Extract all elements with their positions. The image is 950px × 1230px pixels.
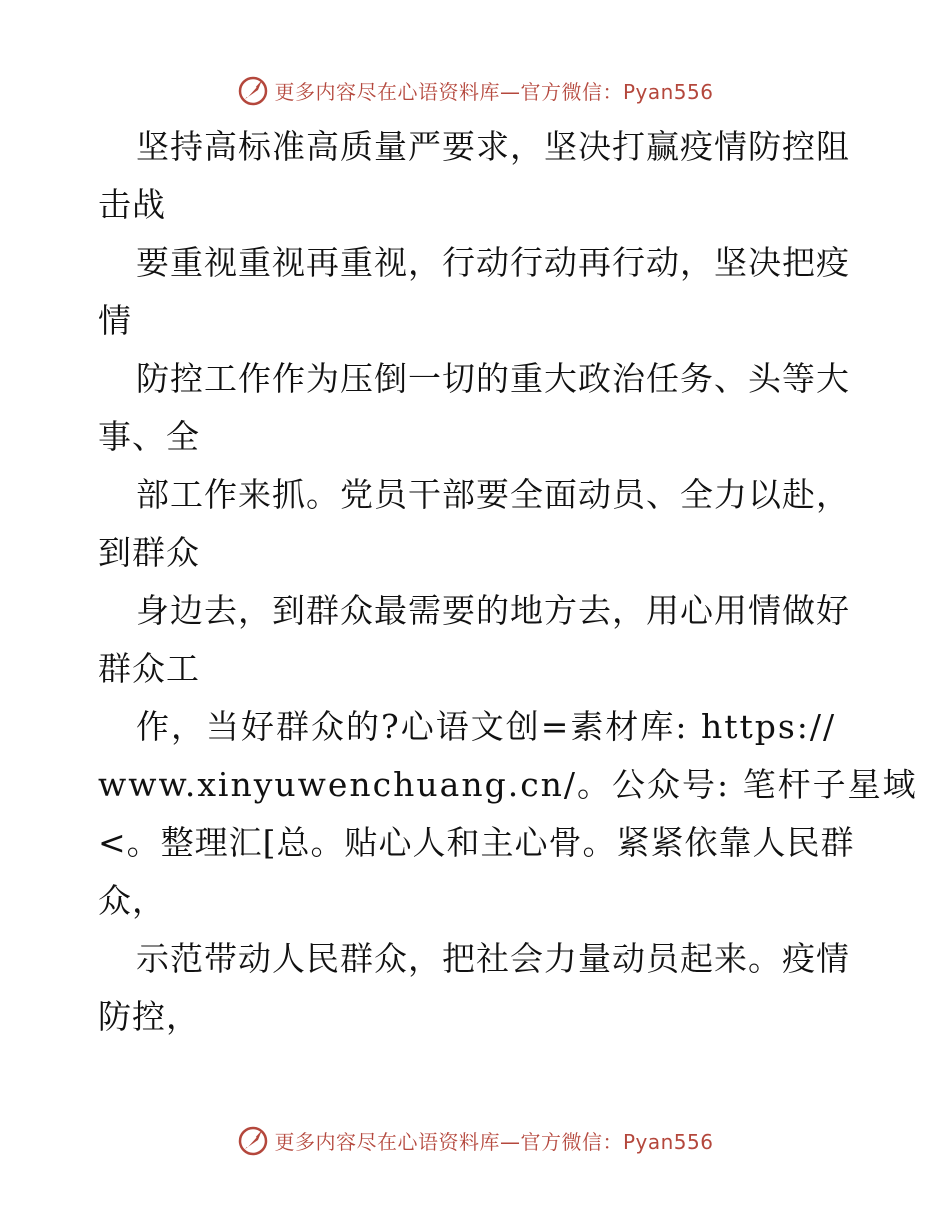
header-banner-text: 更多内容尽在心语资料库—官方微信：Pyan556	[274, 79, 714, 104]
quill-logo-icon	[236, 1123, 270, 1157]
text-line: 示范带动人民群众，把社会力量动员起来。疫情	[136, 939, 850, 978]
text-line: 坚持高标准高质量严要求，坚决打赢疫情防控阻	[136, 127, 850, 166]
quill-logo-icon	[236, 73, 270, 107]
text-line: 到群众	[98, 533, 200, 572]
text-line: 身边去，到群众最需要的地方去，用心用情做好	[136, 591, 850, 630]
header-banner	[0, 70, 950, 110]
text-line: 作，当好群众的?心语文创=素材库: https://	[136, 707, 837, 746]
text-line: www.xinyuwenchuang.cn/。公众号: 笔杆子星域	[98, 765, 918, 804]
text-line: 击战	[98, 185, 166, 224]
text-line: 情	[98, 301, 132, 340]
text-line: 防控，	[98, 997, 200, 1036]
text-line: 群众工	[98, 649, 200, 688]
text-line: 防控工作作为压倒一切的重大政治任务、头等大	[136, 359, 850, 398]
document-body	[98, 118, 918, 1046]
text-line: 要重视重视再重视，行动行动再行动，坚决把疫	[136, 243, 850, 282]
text-line: <。整理汇[总。贴心人和主心骨。紧紧依靠人民群	[98, 823, 855, 862]
text-line: 部工作来抓。党员干部要全面动员、全力以赴，	[136, 475, 850, 514]
footer-banner	[0, 1120, 950, 1160]
footer-banner-text: 更多内容尽在心语资料库—官方微信：Pyan556	[274, 1129, 714, 1154]
text-line: 众，	[98, 881, 166, 920]
text-line: 事、全	[98, 417, 200, 456]
